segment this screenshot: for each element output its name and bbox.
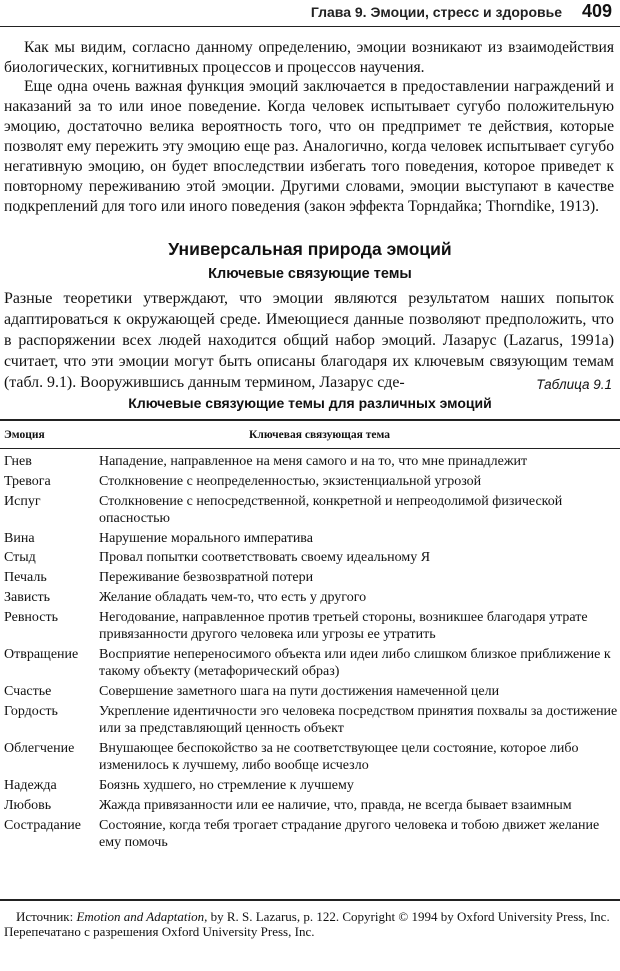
emotion-cell: Вина <box>4 530 35 546</box>
table-row <box>0 549 620 566</box>
source-work-title: Emotion and Adaptation <box>76 909 205 924</box>
theme-cell: Желание обладать чем-то, что есть у другого <box>99 590 367 606</box>
paragraph-3: Разные теоретики утверждают, что эмоции являются результатом наших попыток адаптироваться к окружающей среде. Имеющиеся данные позволяют предположить, что в распоряжении всех людей находится общий набор эмоций. Лазарус (Lazarus, 1991a) считает, что эти эмоции могут быть описаны благодаря их ключевым связующим темам (табл. 9.1). Вооружившись данным термином, Лазарус сде- <box>4 290 614 391</box>
source-details: , by R. S. Lazarus, p. 122. Copyright © 1994 by Oxford University Press, Inc. Перепечатано с разрешения Oxford University Press, Inc. <box>4 909 610 939</box>
emotion-cell: Зависть <box>4 590 51 606</box>
section-heading: Универсальная природа эмоций <box>168 239 452 259</box>
emotion-cell: Печаль <box>4 570 47 586</box>
emotion-cell: Тревога <box>4 473 51 489</box>
running-title: Глава 9. Эмоции, стресс и здоровье <box>310 4 562 20</box>
emotion-cell: Стыд <box>4 550 36 566</box>
emotion-cell: Облегчение <box>4 740 75 756</box>
emotion-cell: Отвращение <box>4 646 79 662</box>
emotion-cell: Сострадание <box>4 817 81 833</box>
table-row <box>0 797 620 814</box>
theme-cell: Состояние, когда тебя трогает страдание другого человека и тобою движет желание ему помочь <box>99 817 600 850</box>
table-caption: Ключевые связующие темы для различных эмоций <box>128 395 492 411</box>
table-row <box>0 777 620 794</box>
table-bottom-rule <box>0 899 620 901</box>
theme-cell: Укрепление идентичности эго человека посредством принятия похвалы за достижение или за представляющий ценность объект <box>99 703 618 737</box>
table-row <box>0 493 620 528</box>
theme-cell: Восприятие непереносимого объекта или идеи либо слишком близкое приближение к такому объекту (метафорический образ) <box>99 646 611 680</box>
table-row <box>0 646 620 681</box>
paragraph-2: Еще одна очень важная функция эмоций заключается в предоставлении награждений и наказаний за то или иное поведение. Когда человек испытывает сугубо положительную эмоцию, достаточно велика вероятность того, что он предпримет те действия, которые позволят ему пережить эту эмоцию еще раз. Аналогично, когда человек испытывает сугубо негативную эмоцию, он будет впоследствии избегать того поведения, которое приведет к повторному переживанию этой эмоции. Другими словами, эмоции выступают в качестве подкреплений для того или иного поведения (закон эффекта Торндайка; Thorndike, 1913). <box>4 78 614 215</box>
page-number: 409 <box>581 1 612 21</box>
table-row <box>0 569 620 586</box>
running-header <box>0 0 620 27</box>
emotion-table <box>0 419 620 854</box>
emotion-cell: Надежда <box>4 778 57 794</box>
theme-cell: Нападение, направленное на меня самого и на то, что мне принадлежит <box>99 454 528 469</box>
subsection-heading: Ключевые связующие темы <box>208 266 412 282</box>
emotion-cell: Счастье <box>4 684 52 700</box>
theme-cell: Внушающее беспокойство за не соответствующее цели состояние, которое либо изменилось к лучшему, либо вообще исчезло <box>99 740 579 774</box>
table-row <box>0 817 620 852</box>
table-row <box>0 453 620 470</box>
emotion-cell: Любовь <box>4 797 52 813</box>
table-row <box>0 609 620 644</box>
emotion-cell: Испуг <box>4 493 41 509</box>
theme-cell: Столкновение с неопределенностью, экзистенциальной угрозой <box>99 473 482 489</box>
table-row <box>0 530 620 547</box>
theme-cell: Совершение заметного шага на пути достижения намеченной цели <box>99 684 500 700</box>
theme-cell: Жажда привязанности или ее наличие, что, правда, не всегда бывает взаимным <box>99 797 572 813</box>
table-header-row <box>0 421 620 449</box>
theme-cell: Столкновение с непосредственной, конкретной и непреодолимой физической опасностью <box>99 493 563 526</box>
theme-cell: Боязнь худшего, но стремление к лучшему <box>99 778 354 794</box>
table-row <box>0 740 620 775</box>
emotion-cell: Гордость <box>4 703 58 719</box>
table-body <box>0 449 620 851</box>
theme-cell: Переживание безвозвратной потери <box>99 570 314 586</box>
table-row <box>0 683 620 700</box>
paragraph-1: Как мы видим, согласно данному определению, эмоции возникают из взаимодействия биологических, когнитивных процессов и процессов научения. <box>4 39 614 76</box>
column-header-emotion: Эмоция <box>4 428 45 441</box>
table-row <box>0 589 620 606</box>
theme-cell: Провал попытки соответствовать своему идеальному Я <box>99 550 431 566</box>
emotion-cell: Ревность <box>4 609 58 625</box>
table-label: Таблица 9.1 <box>536 377 612 392</box>
theme-cell: Нарушение морального императива <box>99 530 313 546</box>
emotion-cell: Гнев <box>4 454 32 469</box>
theme-cell: Негодование, направленное против третьей стороны, возникшее благодаря утрате привязанности другого человека или угрозы ее утратить <box>99 609 588 643</box>
table-row <box>0 473 620 490</box>
table-row <box>0 703 620 738</box>
source-prefix: Источник: <box>16 909 77 924</box>
table-source-note <box>4 909 616 939</box>
column-header-theme: Ключевая связующая тема <box>249 428 390 441</box>
